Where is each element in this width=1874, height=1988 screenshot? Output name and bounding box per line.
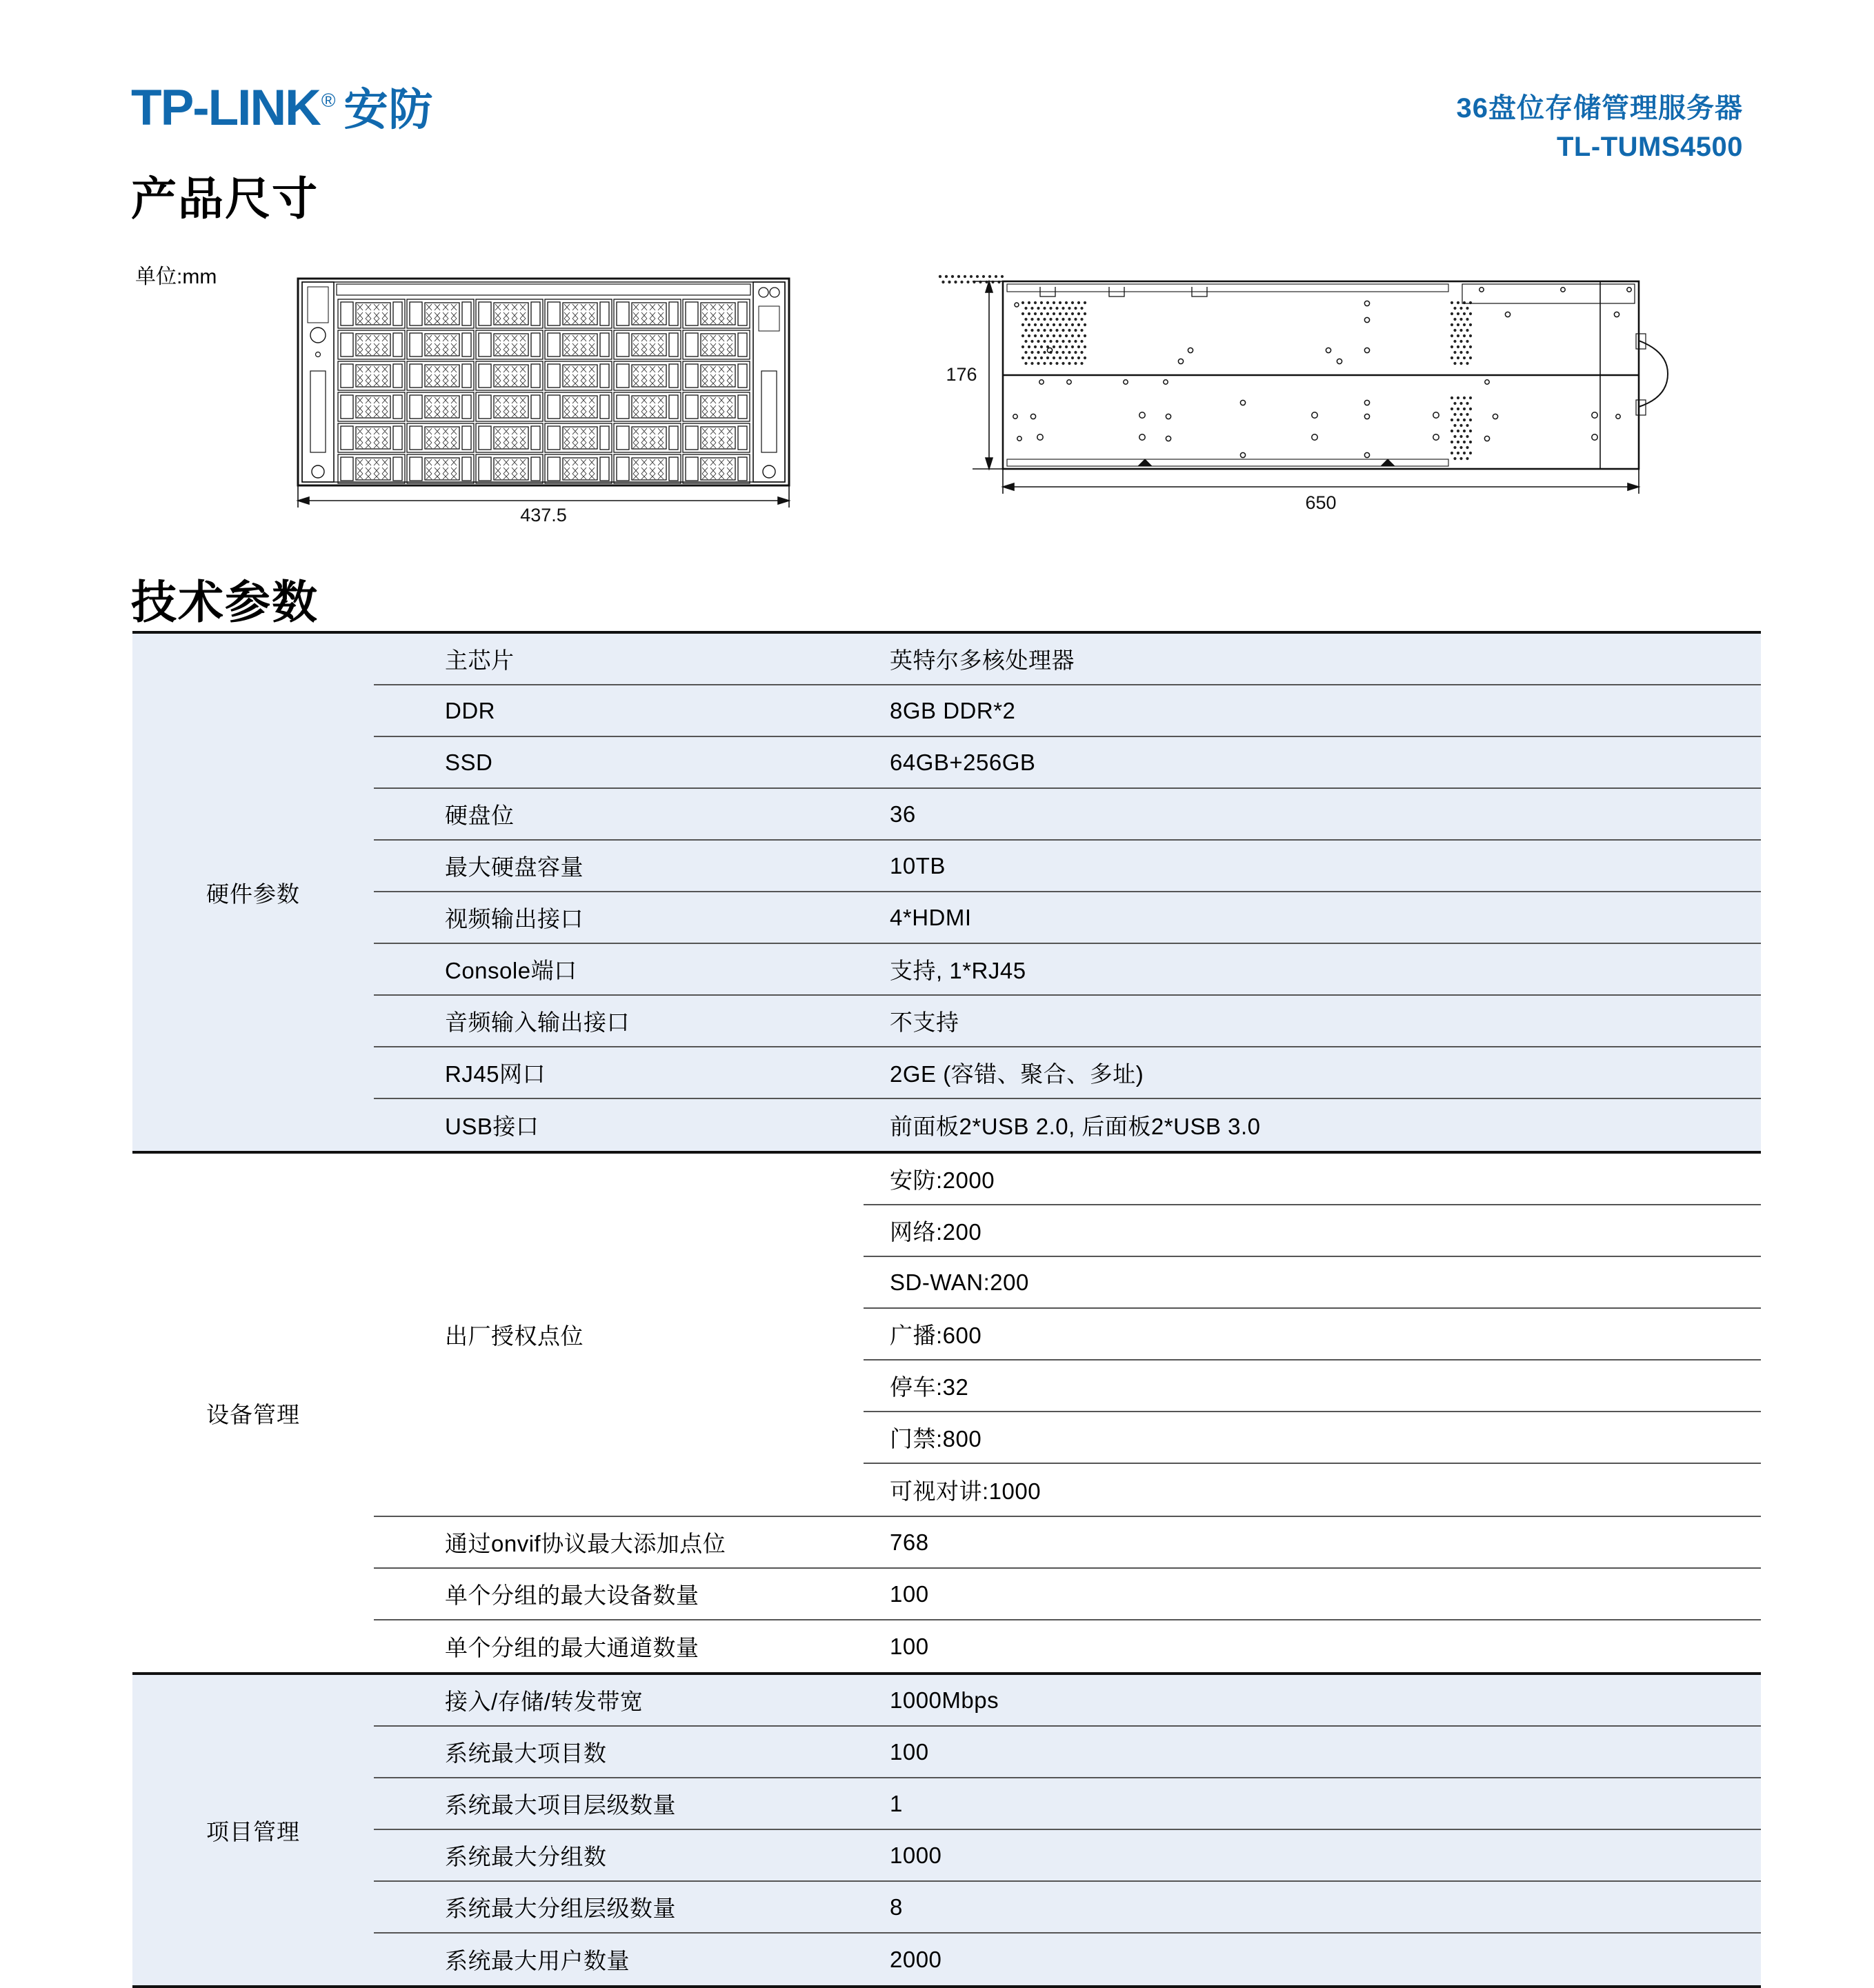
- spec-subrow-value: 可视对讲:1000: [890, 1478, 1041, 1504]
- spec-heading: 技术参数: [131, 576, 319, 627]
- spec-row-value: 不支持: [890, 1010, 959, 1035]
- spec-row-value: 100: [890, 1738, 929, 1765]
- spec-row-value: 英特尔多核处理器: [890, 647, 1075, 673]
- spec-row: [374, 634, 1761, 685]
- spec-row-value: 4*HDMI: [890, 904, 972, 930]
- spec-row: [374, 1517, 1761, 1569]
- spec-section-label: 硬件参数: [206, 881, 300, 907]
- side-depth-label: 650: [1305, 492, 1337, 513]
- spec-row-value: 1000Mbps: [890, 1687, 999, 1713]
- front-width-label: 437.5: [520, 505, 567, 525]
- spec-row-label: 最大硬盘容量: [445, 854, 584, 880]
- spec-row-value: 768: [890, 1529, 929, 1555]
- spec-row-label: 系统最大项目数: [445, 1740, 607, 1766]
- spec-row-label: 接入/存储/转发带宽: [445, 1689, 644, 1714]
- spec-row: [374, 1099, 1761, 1151]
- spec-row: [374, 892, 1761, 944]
- spec-row-label: 单个分组的最大通道数量: [445, 1635, 699, 1660]
- spec-row-value: 10TB: [890, 852, 946, 878]
- spec-subrow-value: 门禁:800: [864, 1412, 1761, 1464]
- spec-row-label: 通过onvif协议最大添加点位: [445, 1531, 726, 1556]
- side-height-label: 176: [946, 364, 977, 385]
- spec-row-value: 2GE (容错、聚合、多址): [890, 1061, 1144, 1087]
- spec-row-label: 系统最大用户数量: [445, 1948, 630, 1974]
- spec-row: [374, 1620, 1761, 1672]
- spec-section-rows: [374, 1154, 1761, 1672]
- spec-row: [374, 1778, 1761, 1830]
- spec-row: [374, 944, 1761, 996]
- spec-row-label: 系统最大项目层级数量: [445, 1792, 676, 1818]
- spec-section-label: 项目管理: [206, 1818, 300, 1845]
- spec-row: [374, 737, 1761, 789]
- spec-row-value: 100: [890, 1580, 929, 1607]
- logo-wordmark: TP-LINK: [131, 80, 320, 136]
- spec-row-label: 单个分组的最大设备数量: [445, 1583, 699, 1608]
- spec-row: [374, 841, 1761, 892]
- spec-subrow-value: 网络:200: [864, 1205, 1761, 1257]
- spec-row: [374, 996, 1761, 1047]
- page-header: [0, 0, 1874, 179]
- spec-row-label: 音频输入输出接口: [445, 1010, 630, 1035]
- spec-row-value: 1000: [890, 1842, 942, 1868]
- spec-row-value: 8GB DDR*2: [890, 697, 1016, 723]
- front-view-drawing: [269, 274, 821, 523]
- spec-row-label: 硬盘位: [445, 803, 515, 828]
- spec-subrow-value: SD-WAN:200: [864, 1257, 1761, 1309]
- product-title: 36盘位存储管理服务器: [1456, 93, 1743, 123]
- spec-row-label: 主芯片: [445, 647, 515, 673]
- registered-trademark-icon: ®: [321, 90, 336, 111]
- spec-section: [132, 1672, 1761, 1988]
- spec-row-value: 2000: [890, 1946, 942, 1972]
- dimension-drawings: [0, 248, 1874, 538]
- spec-subrow-value: 停车:32: [864, 1361, 1761, 1412]
- spec-row-value: 8: [890, 1894, 903, 1920]
- spec-section-rows: [374, 634, 1761, 1151]
- spec-row: [374, 1047, 1761, 1099]
- spec-row-value: 36: [890, 801, 916, 827]
- spec-row-value: 支持, 1*RJ45: [890, 958, 1026, 983]
- spec-row-label: 系统最大分组数: [445, 1844, 607, 1869]
- spec-row-label: SSD: [445, 749, 493, 775]
- spec-row: [374, 1830, 1761, 1882]
- spec-section-rows: [374, 1675, 1761, 1985]
- spec-row: [374, 1727, 1761, 1778]
- spec-row-label: 出厂授权点位: [445, 1323, 584, 1349]
- product-identity: [1457, 90, 1744, 167]
- spec-section: [132, 1151, 1761, 1672]
- spec-row: [374, 1934, 1761, 1985]
- spec-section-label: 设备管理: [206, 1401, 300, 1427]
- spec-row-value: 100: [890, 1633, 929, 1659]
- spec-subrow-value: 广播:600: [864, 1309, 1761, 1361]
- spec-row-label: Console端口: [445, 958, 577, 983]
- unit-label: 单位:mm: [135, 265, 217, 288]
- spec-subrow-list: [864, 1154, 1761, 1516]
- spec-row-label: 视频输出接口: [445, 906, 584, 932]
- spec-row: [374, 1569, 1761, 1620]
- product-model: TL-TUMS4500: [1557, 132, 1743, 162]
- spec-row-value: 前面板2*USB 2.0, 后面板2*USB 3.0: [890, 1114, 1261, 1139]
- side-view-drawing: [938, 274, 1704, 523]
- spec-row-label: DDR: [445, 697, 495, 723]
- spec-row-value: 1: [890, 1790, 903, 1816]
- spec-row-value: 64GB+256GB: [890, 749, 1036, 775]
- spec-row: [374, 685, 1761, 737]
- spec-subrow-value: 安防:2000: [864, 1154, 1761, 1205]
- spec-grouped-row: [374, 1154, 1761, 1517]
- spec-row-label: USB接口: [445, 1114, 539, 1139]
- tp-link-logo: [131, 74, 434, 138]
- spec-row: [374, 789, 1761, 841]
- spec-table: [132, 631, 1761, 1988]
- spec-row: [374, 1675, 1761, 1727]
- spec-row-label: RJ45网口: [445, 1061, 546, 1087]
- dimensions-heading: 产品尺寸: [131, 173, 319, 224]
- spec-row: [374, 1882, 1761, 1934]
- spec-row-label: 系统最大分组层级数量: [445, 1896, 676, 1921]
- spec-section: [132, 631, 1761, 1151]
- logo-subbrand: 安防: [343, 85, 434, 134]
